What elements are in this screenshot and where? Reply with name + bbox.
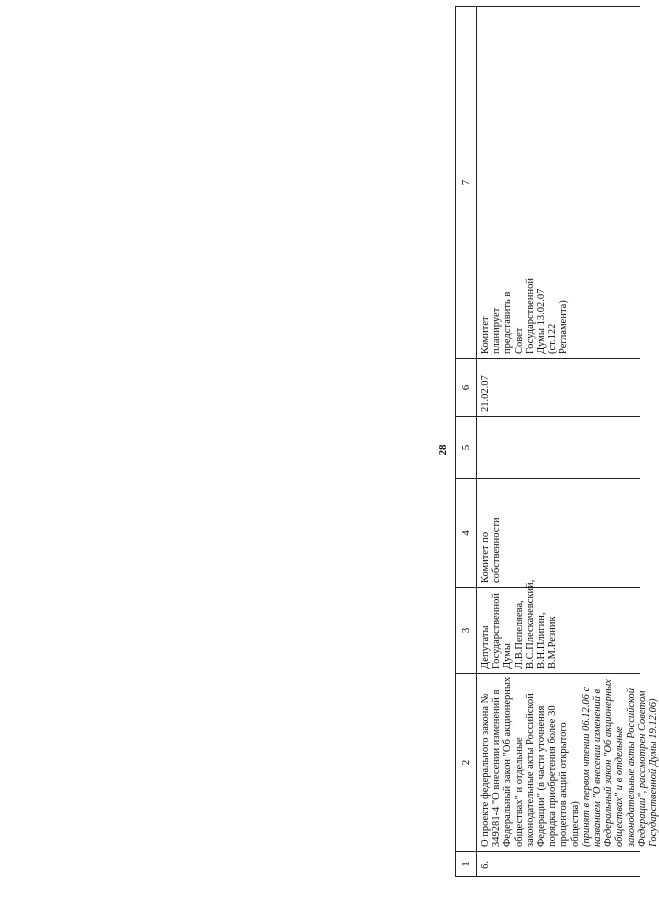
column-header: 3: [456, 588, 477, 674]
column-header: 4: [456, 479, 477, 588]
column-header: 5: [456, 417, 477, 479]
authors: Депутаты Государственной Думы Л.В.Пепеляева, В.С.Плескачевский, В.Н.Плигин, В.М.Резник: [480, 579, 559, 669]
project-note: (принят в первом чтении 06.12.06 с названием "О внесении изменений в Федеральный закон "Об акционерных обществах" и в отдельные законодательные акты Российской Федерации", рассмотрен Советом Государственной Думы 19.12.06): [580, 679, 659, 847]
column-header: 7: [456, 7, 477, 359]
row-number: 6.: [480, 861, 491, 869]
table-header: [455, 6, 477, 877]
page-number: 28: [437, 444, 449, 456]
committee: Комитет по собственности: [480, 517, 503, 583]
plan-note: Комитет планирует представить в Совет Государственной Думы 13.02.07 (ст.122 Регламента): [480, 278, 570, 354]
column-header: 1: [456, 852, 477, 877]
header-row: [456, 7, 477, 877]
column-header: 2: [456, 674, 477, 852]
project-title: О проекте федерального закона № 349281-4 "О внесении изменений в Федеральный закон "Об акционерных обществах" и отдельные законодательные акты Российской Федерации" (в части уточнения порядка приобретения более 30 процентов акций открытого общества): [480, 676, 581, 847]
date: 21.02.07: [480, 375, 491, 412]
column-header: 6: [456, 359, 477, 417]
